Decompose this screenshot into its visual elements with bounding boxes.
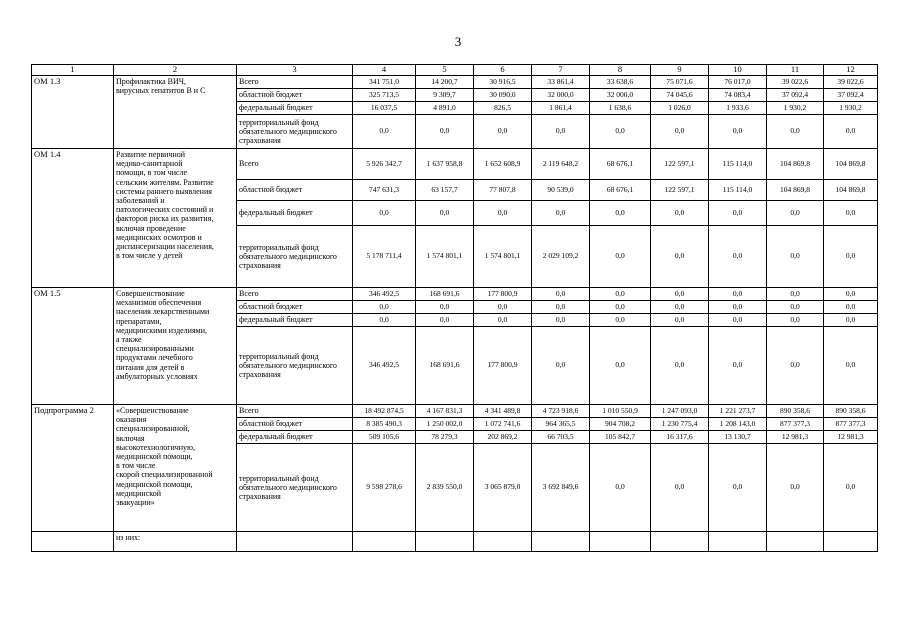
empty-cell [709, 532, 767, 552]
program-name-line: оказания [116, 415, 147, 425]
amount-cell: 0,0 [709, 301, 767, 314]
amount-cell: 1 638,6 [590, 102, 651, 115]
amount-cell: 90 539,0 [532, 180, 590, 201]
amount-cell: 30 916,5 [474, 76, 532, 89]
amount-cell: 63 157,7 [416, 180, 474, 201]
program-name-line: медицинских осмотров и [116, 232, 202, 242]
table-row [32, 288, 878, 301]
amount-cell: 74 083,4 [709, 89, 767, 102]
amount-cell: 0,0 [590, 301, 651, 314]
amount-cell: 0,0 [824, 314, 878, 327]
amount-cell: 168 691,6 [416, 288, 474, 301]
column-number: 11 [767, 65, 824, 76]
amount-cell: 18 492 874,5 [353, 405, 416, 418]
funding-source: Всего [237, 76, 353, 89]
program-name-line: включая проведение [116, 223, 186, 233]
table-row [32, 532, 878, 552]
amount-cell: 747 631,3 [353, 180, 416, 201]
program-name-line: медицинской помощи, [116, 479, 193, 489]
amount-cell: 104 869,8 [767, 180, 824, 201]
amount-cell: 0,0 [767, 301, 824, 314]
amount-cell: 14 200,7 [416, 76, 474, 89]
amount-cell: 0,0 [474, 301, 532, 314]
amount-cell: 4 891,0 [416, 102, 474, 115]
amount-cell: 0,0 [824, 288, 878, 301]
amount-cell: 904 708,2 [590, 418, 651, 431]
amount-cell: 0,0 [416, 115, 474, 149]
program-name-line: диспансеризации населения, [116, 241, 214, 251]
amount-cell: 39 022,6 [824, 76, 878, 89]
amount-cell: 0,0 [651, 301, 709, 314]
program-name-line: специализированной, [116, 424, 190, 434]
amount-cell: 1 208 143,0 [709, 418, 767, 431]
amount-cell: 964 365,5 [532, 418, 590, 431]
amount-cell: 890 358,6 [767, 405, 824, 418]
amount-cell: 0,0 [416, 301, 474, 314]
amount-cell: 0,0 [651, 201, 709, 226]
amount-cell: 177 800,9 [474, 327, 532, 405]
amount-cell: 0,0 [824, 327, 878, 405]
amount-cell: 32 000,0 [590, 89, 651, 102]
column-number-row [32, 65, 878, 76]
amount-cell: 877 377,3 [824, 418, 878, 431]
column-number: 2 [114, 65, 237, 76]
amount-cell: 177 800,9 [474, 288, 532, 301]
amount-cell: 66 703,5 [532, 431, 590, 444]
program-name-line: в том числе [116, 461, 156, 471]
amount-cell: 1 010 550,9 [590, 405, 651, 418]
program-name-line: факторов риска их развития, [116, 214, 214, 224]
amount-cell: 30 090,0 [474, 89, 532, 102]
funding-source: федеральный бюджет [237, 314, 353, 327]
column-number: 8 [590, 65, 651, 76]
program-name-line: системы раннего выявления [116, 186, 212, 196]
amount-cell: 0,0 [590, 288, 651, 301]
amount-cell: 877 377,3 [767, 418, 824, 431]
amount-cell: 115 114,0 [709, 180, 767, 201]
amount-cell: 1 930,2 [767, 102, 824, 115]
program-name-line: «Совершенствование [116, 406, 189, 415]
amount-cell: 33 638,6 [590, 76, 651, 89]
amount-cell: 4 341 489,8 [474, 405, 532, 418]
amount-cell: 105 842,7 [590, 431, 651, 444]
amount-cell: 0,0 [767, 288, 824, 301]
amount-cell: 0,0 [353, 201, 416, 226]
amount-cell: 0,0 [590, 201, 651, 226]
amount-cell: 78 279,3 [416, 431, 474, 444]
amount-cell: 0,0 [767, 115, 824, 149]
amount-cell: 1 637 958,8 [416, 149, 474, 180]
amount-cell: 0,0 [767, 201, 824, 226]
program-name-line: в том числе у детей [116, 251, 183, 261]
amount-cell: 1 930,2 [824, 102, 878, 115]
table-row [32, 405, 878, 418]
funding-source: областной бюджет [237, 89, 353, 102]
column-number: 3 [237, 65, 353, 76]
amount-cell: 115 114,0 [709, 149, 767, 180]
amount-cell: 0,0 [651, 226, 709, 288]
amount-cell: 0,0 [590, 226, 651, 288]
program-name [114, 405, 237, 532]
amount-cell: 0,0 [532, 314, 590, 327]
amount-cell: 2 839 550,0 [416, 444, 474, 532]
program-name [114, 149, 237, 288]
amount-cell: 12 981,3 [767, 431, 824, 444]
table-row [32, 149, 878, 180]
amount-cell: 0,0 [709, 314, 767, 327]
amount-cell: 0,0 [532, 301, 590, 314]
amount-cell: 0,0 [474, 314, 532, 327]
amount-cell: 890 358,6 [824, 405, 878, 418]
amount-cell: 77 807,8 [474, 180, 532, 201]
funding-source: территориальный фонд обязательного медицинского страхования [237, 115, 353, 149]
program-name-line: медицинской помощи, [116, 451, 193, 461]
table-row [32, 76, 878, 89]
column-number: 4 [353, 65, 416, 76]
amount-cell: 0,0 [824, 226, 878, 288]
funding-source: федеральный бюджет [237, 201, 353, 226]
funding-source: Всего [237, 149, 353, 180]
amount-cell: 325 713,5 [353, 89, 416, 102]
amount-cell: 0,0 [651, 314, 709, 327]
amount-cell: 1 933,6 [709, 102, 767, 115]
amount-cell: 0,0 [709, 226, 767, 288]
empty-cell [474, 532, 532, 552]
empty-cell [651, 532, 709, 552]
program-name-line: патологических состояний и [116, 205, 214, 215]
amount-cell: 0,0 [353, 301, 416, 314]
amount-cell: 39 022,6 [767, 76, 824, 89]
amount-cell: 16 317,6 [651, 431, 709, 444]
amount-cell: 346 492,5 [353, 327, 416, 405]
column-number: 10 [709, 65, 767, 76]
amount-cell: 33 861,4 [532, 76, 590, 89]
column-number: 6 [474, 65, 532, 76]
funding-source: областной бюджет [237, 301, 353, 314]
program-name [114, 76, 237, 149]
amount-cell: 0,0 [532, 288, 590, 301]
program-name-line: Развитие первичной [116, 150, 186, 159]
program-name-line: заболеваний и [116, 195, 165, 205]
empty-cell [353, 532, 416, 552]
amount-cell: 1 221 273,7 [709, 405, 767, 418]
program-name [114, 288, 237, 405]
amount-cell: 1 574 801,1 [416, 226, 474, 288]
amount-cell: 37 092,4 [767, 89, 824, 102]
program-name-line: медико-санитарной [116, 159, 183, 169]
amount-cell: 0,0 [474, 201, 532, 226]
column-number: 1 [32, 65, 114, 76]
program-name-line: медицинскими изделиями, [116, 325, 207, 335]
amount-cell: 0,0 [590, 327, 651, 405]
amount-cell: 122 597,1 [651, 180, 709, 201]
funding-source: территориальный фонд обязательного медицинского страхования [237, 444, 353, 532]
amount-cell: 8 385 490,3 [353, 418, 416, 431]
amount-cell: 12 981,3 [824, 431, 878, 444]
program-name-line: помощи, в том числе [116, 168, 188, 178]
amount-cell: 5 178 711,4 [353, 226, 416, 288]
column-number: 9 [651, 65, 709, 76]
amount-cell: 0,0 [353, 314, 416, 327]
row-code: ОМ 1.3 [32, 76, 114, 149]
budget-table [31, 64, 878, 552]
amount-cell: 5 926 342,7 [353, 149, 416, 180]
amount-cell: 0,0 [651, 115, 709, 149]
amount-cell: 0,0 [416, 314, 474, 327]
amount-cell: 122 597,1 [651, 149, 709, 180]
column-number: 5 [416, 65, 474, 76]
amount-cell: 0,0 [651, 288, 709, 301]
amount-cell: 2 119 648,2 [532, 149, 590, 180]
amount-cell: 0,0 [767, 327, 824, 405]
amount-cell: 826,5 [474, 102, 532, 115]
funding-source: Всего [237, 405, 353, 418]
amount-cell: 346 492,5 [353, 288, 416, 301]
amount-cell: 0,0 [590, 314, 651, 327]
amount-cell: 0,0 [532, 201, 590, 226]
row-code: ОМ 1.4 [32, 149, 114, 288]
amount-cell: 2 029 109,2 [532, 226, 590, 288]
program-name-line: скорой специализированной [116, 470, 213, 480]
funding-source: территориальный фонд обязательного медицинского страхования [237, 226, 353, 288]
program-name-line: высокотехнологичную, [116, 442, 196, 452]
funding-source: федеральный бюджет [237, 102, 353, 115]
amount-cell: 0,0 [767, 226, 824, 288]
amount-cell: 0,0 [651, 327, 709, 405]
amount-cell: 0,0 [767, 314, 824, 327]
empty-cell [824, 532, 878, 552]
amount-cell: 0,0 [590, 444, 651, 532]
program-name-line: населения лекарственными [116, 307, 210, 317]
amount-cell: 1 574 801,1 [474, 226, 532, 288]
amount-cell: 1 250 002,0 [416, 418, 474, 431]
amount-cell: 104 869,8 [767, 149, 824, 180]
funding-source: федеральный бюджет [237, 431, 353, 444]
amount-cell: 104 869,8 [824, 180, 878, 201]
amount-cell: 0,0 [709, 327, 767, 405]
amount-cell: 1 072 741,6 [474, 418, 532, 431]
program-name-line: а также [116, 334, 142, 344]
amount-cell: 9 598 278,6 [353, 444, 416, 532]
amount-cell: 4 167 831,3 [416, 405, 474, 418]
amount-cell: 0,0 [416, 201, 474, 226]
column-number: 7 [532, 65, 590, 76]
row-code: ОМ 1.5 [32, 288, 114, 405]
amount-cell: 68 676,1 [590, 180, 651, 201]
empty-cell [32, 532, 114, 552]
program-name-line: Профилактика ВИЧ, [116, 77, 186, 86]
row-code: Подпрограмма 2 [32, 405, 114, 532]
empty-cell [416, 532, 474, 552]
amount-cell: 4 723 918,6 [532, 405, 590, 418]
amount-cell: 0,0 [353, 115, 416, 149]
program-name-line: эвакуации» [116, 497, 155, 507]
program-name-line: питания для детей в [116, 362, 185, 372]
amount-cell: 341 751,0 [353, 76, 416, 89]
funding-source: областной бюджет [237, 180, 353, 201]
amount-cell: 0,0 [532, 115, 590, 149]
amount-cell: 1 652 608,9 [474, 149, 532, 180]
amount-cell: 0,0 [474, 115, 532, 149]
amount-cell: 0,0 [824, 201, 878, 226]
amount-cell: 202 869,2 [474, 431, 532, 444]
funding-source: территориальный фонд обязательного медицинского страхования [237, 327, 353, 405]
amount-cell: 32 000,0 [532, 89, 590, 102]
column-number: 12 [824, 65, 878, 76]
amount-cell: 13 130,7 [709, 431, 767, 444]
amount-cell: 9 309,7 [416, 89, 474, 102]
program-name-line: препаратами, [116, 316, 162, 326]
program-name-line: Совершенствование [116, 289, 185, 298]
program-name-line: амбулаторных условиях [116, 371, 198, 381]
program-name-line: включая [116, 433, 145, 443]
amount-cell: 0,0 [709, 288, 767, 301]
amount-cell: 37 092,4 [824, 89, 878, 102]
amount-cell: 509 105,6 [353, 431, 416, 444]
program-name-line: медицинской [116, 488, 162, 498]
empty-cell [590, 532, 651, 552]
amount-cell: 0,0 [824, 444, 878, 532]
page-number: 3 [454, 34, 462, 49]
program-name-line: специализированными [116, 344, 194, 354]
subitems-label: из них: [114, 532, 237, 552]
empty-cell [767, 532, 824, 552]
empty-cell [532, 532, 590, 552]
amount-cell: 16 037,5 [353, 102, 416, 115]
amount-cell: 3 065 879,0 [474, 444, 532, 532]
amount-cell: 0,0 [709, 201, 767, 226]
amount-cell: 0,0 [709, 115, 767, 149]
empty-cell [237, 532, 353, 552]
funding-source: Всего [237, 288, 353, 301]
amount-cell: 74 045,6 [651, 89, 709, 102]
amount-cell: 0,0 [651, 444, 709, 532]
amount-cell: 3 692 849,6 [532, 444, 590, 532]
amount-cell: 168 691,6 [416, 327, 474, 405]
amount-cell: 76 017,0 [709, 76, 767, 89]
program-name-line: вирусных гепатитов В и С [116, 86, 206, 96]
amount-cell: 1 861,4 [532, 102, 590, 115]
amount-cell: 1 230 775,4 [651, 418, 709, 431]
amount-cell: 0,0 [824, 115, 878, 149]
amount-cell: 1 247 093,0 [651, 405, 709, 418]
amount-cell: 0,0 [709, 444, 767, 532]
table-body [32, 76, 878, 552]
program-name-line: продуктами лечебного [116, 353, 193, 363]
amount-cell: 1 026,0 [651, 102, 709, 115]
amount-cell: 0,0 [590, 115, 651, 149]
amount-cell: 0,0 [824, 301, 878, 314]
program-name-line: сельским жителям. Развитие [116, 177, 214, 187]
amount-cell: 68 676,1 [590, 149, 651, 180]
program-name-line: механизмов обеспечения [116, 298, 202, 308]
amount-cell: 0,0 [767, 444, 824, 532]
amount-cell: 75 071,6 [651, 76, 709, 89]
amount-cell: 104 869,8 [824, 149, 878, 180]
amount-cell: 0,0 [532, 327, 590, 405]
funding-source: областной бюджет [237, 418, 353, 431]
